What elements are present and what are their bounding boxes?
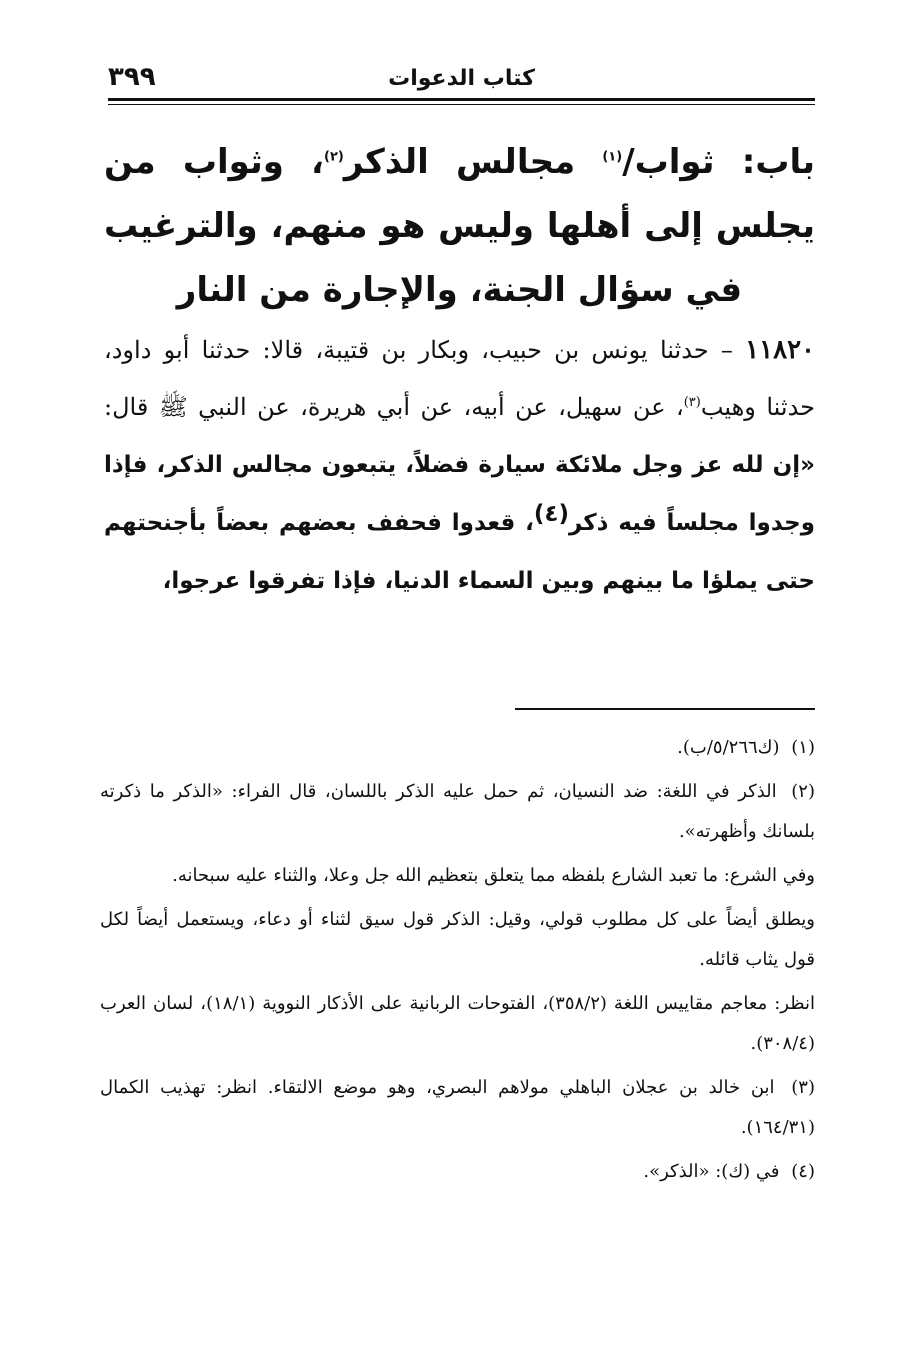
footnote-separator	[515, 708, 815, 710]
footnote-4	[100, 1152, 815, 1192]
footnote-1-text: (ك٥/٢٦٦/ب).	[677, 737, 780, 758]
footnote-1	[100, 728, 815, 768]
header-rule-thin	[108, 104, 815, 105]
footnote-1-number: (١)	[791, 737, 815, 758]
hadith-isnad-a: – حدثنا يونس بن حبيب، وبكار بن قتيبة، قالا: حدثنا أبو داود، حدثنا وهيب	[104, 336, 816, 421]
hadith-isnad-b: ، عن سهيل، عن أبيه، عن أبي هريرة، عن النبي ﷺ قال:	[104, 393, 684, 421]
footnote-ref-2[interactable]: (٢)	[323, 149, 344, 165]
footnote-ref-1[interactable]: (١)	[602, 149, 623, 165]
footnote-ref-3[interactable]: (٣)	[683, 395, 701, 410]
running-header	[108, 62, 815, 98]
chapter-text-3: ، وثواب من يجلس إلى أهلها وليس هو منهم، والترغيب في سؤال الجنة، والإجارة من النار	[104, 142, 815, 310]
hadith-matn-b: ، قعدوا فحفف بعضهم بعضاً بأجنحتهم حتى يملؤا ما بينهم وبين السماء الدنيا، فإذا تفرقوا عرجوا،	[104, 510, 815, 594]
header-rule	[108, 98, 815, 101]
hadith-matn-a: «إن لله عز وجل ملائكة سيارة فضلاً، يتبعون مجالس الذكر، فإذا وجدوا مجلساً فيه ذكر	[104, 452, 815, 536]
footnote-4-text: في (ك): «الذكر».	[643, 1161, 780, 1182]
footnote-2-shari: وفي الشرع: ما تعبد الشارع بلفظه مما يتعلق بتعظيم الله جل وعلا، والثناء عليه سبحانه.	[172, 865, 815, 886]
page-number: ٣٩٩	[108, 62, 156, 92]
footnote-4-number: (٤)	[791, 1161, 815, 1182]
chapter-text-2: مجالس الذكر	[343, 142, 603, 182]
hadith-text	[104, 322, 815, 610]
chapter-text-1: باب: ثواب/	[622, 142, 815, 182]
footnote-2-refs: انظر: معاجم مقاييس اللغة (٣٥٨/٢)، الفتوحات الربانية على الأذكار النووية (١٨/١)، لسان العرب (٣٠٨/٤).	[100, 993, 815, 1054]
footnote-2-number: (٢)	[791, 781, 815, 802]
footnote-2-usage: ويطلق أيضاً على كل مطلوب قولي، وقيل: الذكر قول سيق لثناء أو دعاء، ويستعمل أيضاً لكل قول يثاب قائله.	[100, 909, 815, 970]
footnote-ref-4[interactable]: (٤)	[533, 501, 569, 527]
footnote-3-text: ابن خالد بن عجلان الباهلي مولاهم البصري، وهو موضع الالتقاء. انظر: تهذيب الكمال (١٦٤/٣١).	[100, 1077, 815, 1138]
footnote-3-number: (٣)	[791, 1077, 815, 1098]
footnotes	[100, 728, 815, 1196]
footnote-3	[100, 1068, 815, 1148]
hadith-number: ١١٨٢٠	[745, 335, 815, 365]
book-title: كتاب الدعوات	[388, 66, 535, 91]
footnote-2	[100, 772, 815, 852]
footnote-2-text: الذكر في اللغة: ضد النسيان، ثم حمل عليه الذكر باللسان، قال الفراء: «الذكر ما ذكرته بلسانك وأظهرته».	[100, 781, 815, 842]
chapter-heading	[104, 130, 815, 322]
